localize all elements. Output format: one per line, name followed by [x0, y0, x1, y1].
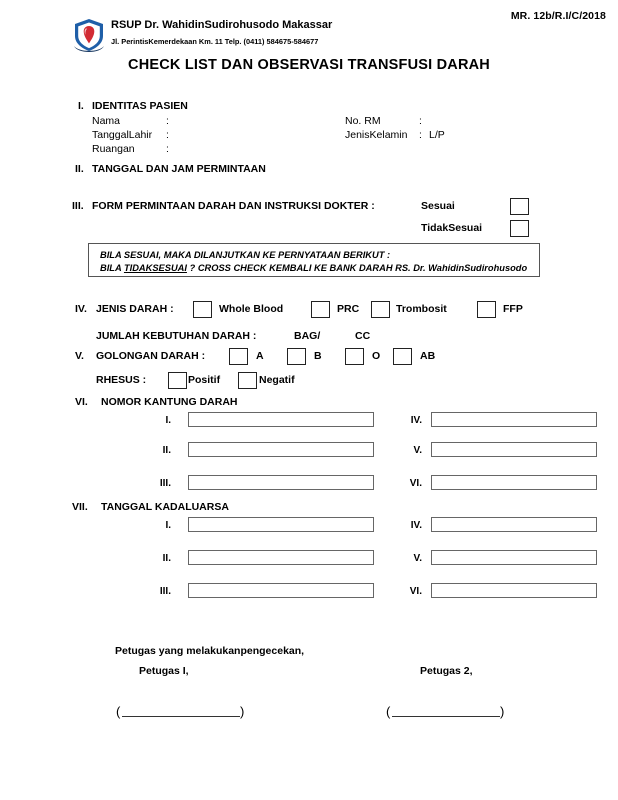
expiry-right-6-numeral: VI. [409, 586, 422, 597]
expiry-input-3[interactable] [188, 583, 374, 598]
section-2-numeral: II. [75, 163, 84, 175]
checkbox-golongan-o[interactable] [345, 348, 364, 365]
field-ruangan-label: Ruangan [92, 143, 135, 155]
bag-number-left-1-numeral: I. [165, 415, 171, 426]
bag-number-input-4[interactable] [431, 412, 597, 427]
option-golongan-ab-label: AB [420, 350, 436, 362]
checkbox-tidak-sesuai[interactable] [510, 220, 529, 237]
expiry-input-6[interactable] [431, 583, 597, 598]
expiry-right-5-numeral: V. [413, 553, 422, 564]
mr-reference-code: MR. 12b/R.I/C/2018 [510, 10, 606, 22]
bag-number-left-3-numeral: III. [159, 478, 171, 489]
signature-heading: Petugas yang melakukanpengecekan, [115, 645, 305, 657]
field-nama-label: Nama [92, 115, 121, 127]
section-5-title: GOLONGAN DARAH : [96, 350, 206, 362]
section-4-title: JENIS DARAH : [96, 303, 174, 315]
officer-1-signature-line[interactable] [122, 716, 240, 717]
option-prc-label: PRC [337, 303, 360, 315]
section-3-title: FORM PERMINTAAN DARAH DAN INSTRUKSI DOKTER : [92, 200, 375, 212]
section-1-title: IDENTITAS PASIEN [92, 100, 188, 112]
hospital-address: Jl. PerintisKemerdekaan Km. 11 Telp. (0411) 584675-584677 [111, 37, 319, 46]
checkbox-ffp[interactable] [477, 301, 496, 318]
field-no-rm [345, 115, 429, 127]
field-no-rm-label: No. RM [345, 115, 381, 127]
jumlah-unit-bag[interactable]: BAG/ [294, 330, 321, 342]
jumlah-unit-cc[interactable]: CC [355, 330, 371, 342]
option-golongan-b-label: B [314, 350, 322, 362]
officer-2-close-paren: ) [500, 704, 505, 719]
field-jenis-kelamin-colon: : [419, 129, 422, 141]
field-nama-colon: : [166, 115, 169, 127]
option-rhesus-negatif-label: Negatif [259, 374, 295, 386]
expiry-right-4-numeral: IV. [410, 520, 422, 531]
bag-number-input-2[interactable] [188, 442, 374, 457]
field-jenis-kelamin [345, 129, 445, 141]
field-ruangan [92, 143, 176, 155]
section-2-title: TANGGAL DAN JAM PERMINTAAN [92, 163, 266, 175]
bag-number-input-5[interactable] [431, 442, 597, 457]
expiry-input-5[interactable] [431, 550, 597, 565]
officer-1-label: Petugas I, [139, 665, 189, 677]
checkbox-golongan-a[interactable] [229, 348, 248, 365]
hospital-shield-logo-icon [72, 18, 106, 54]
letterhead [72, 17, 332, 54]
letterhead-text [111, 17, 332, 47]
expiry-left-3-numeral: III. [159, 586, 171, 597]
page-title: CHECK LIST DAN OBSERVASI TRANSFUSI DARAH [128, 57, 490, 73]
checkbox-prc[interactable] [311, 301, 330, 318]
bag-number-right-4-numeral: IV. [410, 415, 422, 426]
rhesus-label: RHESUS : [96, 374, 147, 386]
field-jenis-kelamin-value[interactable]: L/P [429, 129, 445, 141]
field-tanggal-lahir [92, 129, 176, 141]
option-ffp-label: FFP [503, 303, 523, 315]
officer-1-open-paren: ( [116, 704, 121, 719]
checkbox-golongan-b[interactable] [287, 348, 306, 365]
field-ruangan-colon: : [166, 143, 169, 155]
section-4-numeral: IV. [75, 303, 87, 315]
expiry-left-2-numeral: II. [162, 553, 171, 564]
section-6-numeral: VI. [75, 396, 88, 408]
section-6-title: NOMOR KANTUNG DARAH [101, 396, 238, 408]
expiry-input-4[interactable] [431, 517, 597, 532]
note-line-1: BILA SESUAI, MAKA DILANJUTKAN KE PERNYATAAN BERIKUT : [100, 250, 391, 260]
option-sesuai-label: Sesuai [421, 200, 455, 212]
checkbox-golongan-ab[interactable] [393, 348, 412, 365]
bag-number-input-3[interactable] [188, 475, 374, 490]
checkbox-sesuai[interactable] [510, 198, 529, 215]
field-tanggal-lahir-label: TanggalLahir [92, 129, 153, 141]
officer-2-signature-line[interactable] [392, 716, 500, 717]
option-golongan-a-label: A [256, 350, 264, 362]
field-no-rm-colon: : [419, 115, 422, 127]
bag-number-right-5-numeral: V. [413, 445, 422, 456]
section-1-numeral: I. [78, 100, 84, 112]
bag-number-left-2-numeral: II. [162, 445, 171, 456]
expiry-input-1[interactable] [188, 517, 374, 532]
officer-2-open-paren: ( [386, 704, 391, 719]
bag-number-right-6-numeral: VI. [409, 478, 422, 489]
officer-1-close-paren: ) [240, 704, 245, 719]
expiry-left-1-numeral: I. [165, 520, 171, 531]
option-whole-blood-label: Whole Blood [219, 303, 284, 315]
checkbox-whole-blood[interactable] [193, 301, 212, 318]
checkbox-trombosit[interactable] [371, 301, 390, 318]
officer-2-label: Petugas 2, [420, 665, 473, 677]
section-3-numeral: III. [72, 200, 84, 212]
field-jenis-kelamin-label: JenisKelamin [345, 129, 408, 141]
section-7-numeral: VII. [72, 501, 88, 513]
jumlah-kebutuhan-darah-label: JUMLAH KEBUTUHAN DARAH : [96, 330, 257, 342]
instruction-note-box [88, 243, 540, 277]
option-rhesus-positif-label: Positif [188, 374, 221, 386]
field-tanggal-lahir-colon: : [166, 129, 169, 141]
section-5-numeral: V. [75, 350, 84, 362]
note-line-2 [100, 262, 539, 275]
bag-number-input-6[interactable] [431, 475, 597, 490]
field-nama [92, 115, 176, 127]
hospital-name: RSUP Dr. WahidinSudirohusodo Makassar [111, 19, 333, 31]
checkbox-rhesus-negatif[interactable] [238, 372, 257, 389]
bag-number-input-1[interactable] [188, 412, 374, 427]
note-line-2-underlined: TIDAKSESUAI [123, 263, 187, 273]
option-tidak-sesuai-label: TidakSesuai [421, 222, 483, 234]
checkbox-rhesus-positif[interactable] [168, 372, 187, 389]
option-trombosit-label: Trombosit [396, 303, 447, 315]
option-golongan-o-label: O [372, 350, 381, 362]
section-7-title: TANGGAL KADALUARSA [101, 501, 229, 513]
note-line-2-suffix: ? CROSS CHECK KEMBALI KE BANK DARAH RS. Dr. WahidinSudirohusodo [186, 263, 528, 273]
expiry-input-2[interactable] [188, 550, 374, 565]
note-line-2-prefix: BILA [100, 263, 124, 273]
